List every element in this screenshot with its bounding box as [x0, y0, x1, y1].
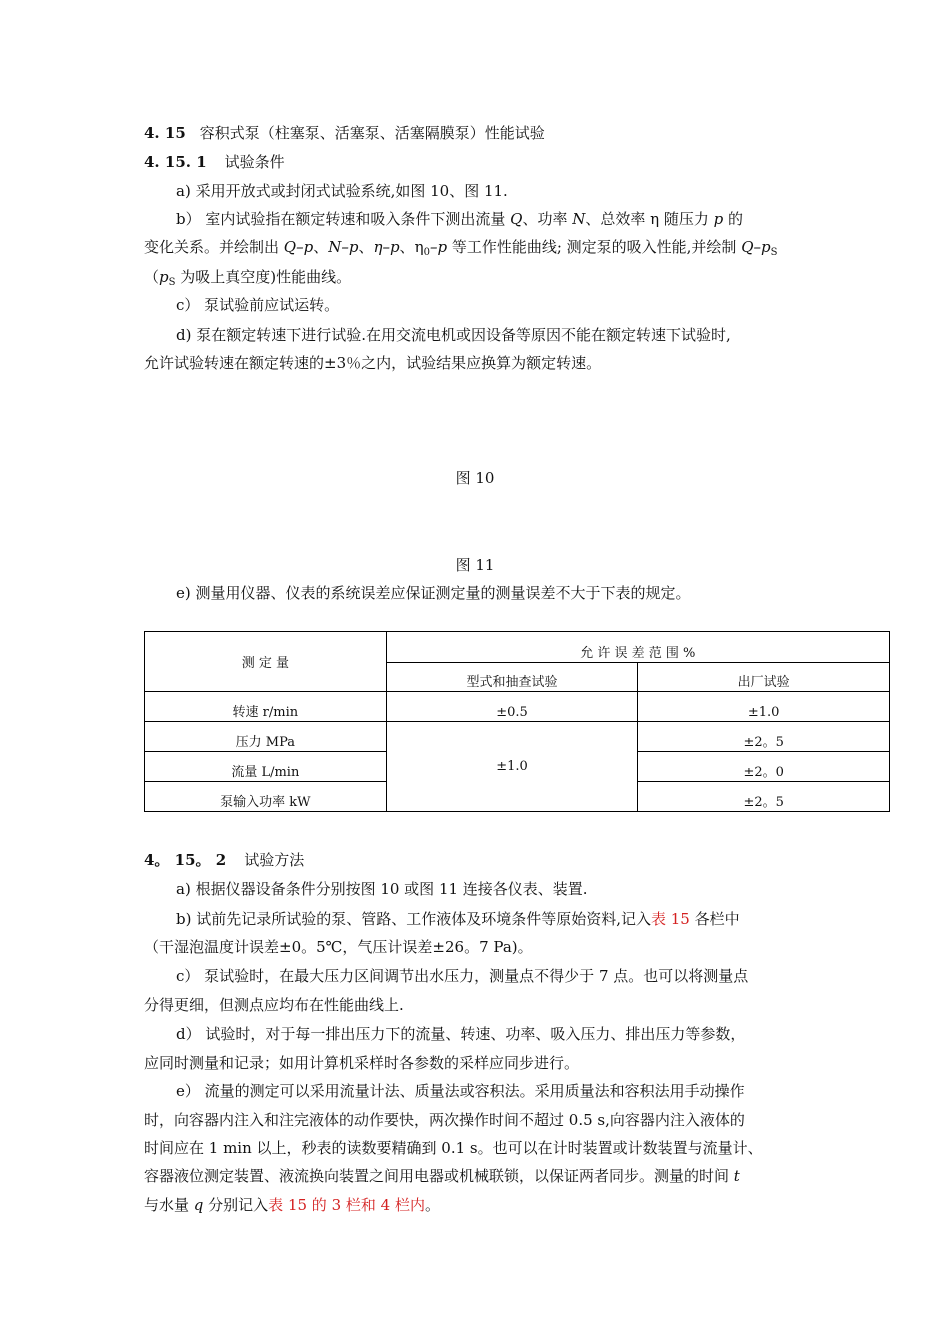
table-row: 压力 MPa ±1.0 ±2。5	[145, 722, 890, 752]
figure-10-caption: 图 10	[455, 469, 495, 487]
header-factory-test: 出厂试验	[638, 663, 890, 692]
condition-d-line2: 允许试验转速在额定转速的±3％之内，试验结果应换算为额定转速。	[144, 354, 602, 372]
table-row: 流量 L/min ±2。0	[145, 752, 890, 782]
condition-d-line1: d) 泵在额定转速下进行试验.在用交流电机或因设备等原因不能在额定转速下试验时,	[176, 326, 731, 344]
section-title: 试验条件	[224, 153, 285, 171]
error-tolerance-table	[144, 631, 890, 812]
condition-b-line2: 变化关系。并绘制出 Q–p、N–p、η–p、$\eta_0-p$ 等工作性能曲线; 测定泵的吸入性能,并绘制 $Q-p_S$	[144, 238, 778, 258]
table-15-link[interactable]: 表 15	[651, 910, 690, 928]
figure-11-caption: 图 11	[455, 556, 495, 574]
section-title: 试验方法	[244, 851, 305, 869]
method-c-line1: c） 泵试验时，在最大压力区间调节出水压力，测量点不得少于 7 点。也可以将测量点	[176, 967, 749, 985]
condition-b-line3: （$p_S$ 为吸上真空度)性能曲线。	[144, 268, 352, 288]
merged-type-value: ±1.0	[386, 722, 638, 812]
section-title: 容积式泵（柱塞泵、活塞泵、活塞隔膜泵）性能试验	[199, 124, 545, 142]
condition-e: e) 测量用仪器、仪表的系统误差应保证测定量的测量误差不大于下表的规定。	[176, 584, 691, 602]
method-b-line2: （干湿泡温度计误差±0。5℃，气压计误差±26。7 Pa)。	[144, 938, 533, 956]
method-a: a) 根据仪器设备条件分别按图 10 或图 11 连接各仪表、装置.	[176, 880, 588, 898]
section-4-15-2-heading	[144, 850, 304, 870]
section-number: 4. 15	[144, 124, 186, 142]
method-d-line1: d） 试验时，对于每一排出压力下的流量、转速、功率、吸入压力、排出压力等参数，	[176, 1025, 746, 1043]
method-b-line1: b) 试前先记录所试验的泵、管路、工作液体及环境条件等原始资料,记入表 15 各栏中	[176, 910, 740, 928]
table-row: 转速 r/min ±0.5 ±1.0	[145, 692, 890, 722]
condition-a: a) 采用开放式或封闭式试验系统,如图 10、图 11.	[176, 182, 508, 200]
condition-b-line1: b） 室内试验指在额定转速和吸入条件下测出流量 Q、功率 N、总效率 η 随压力 p 的	[176, 210, 744, 228]
method-e-line3: 时间应在 1 min 以上，秒表的读数要精确到 0.1 s。也可以在计时装置或计数装置与流量计、	[144, 1139, 763, 1157]
section-number: 4. 15. 1	[144, 153, 207, 171]
condition-c: c） 泵试验前应试运转。	[176, 296, 340, 314]
header-type-test: 型式和抽查试验	[386, 663, 638, 692]
section-number: 4。 15。 2	[144, 851, 227, 869]
table-row: 泵输入功率 kW ±2。5	[145, 782, 890, 812]
header-measure: 测 定 量	[145, 632, 387, 692]
method-d-line2: 应同时测量和记录；如用计算机采样时各参数的采样应同步进行。	[144, 1054, 580, 1072]
section-4-15-1-heading	[144, 152, 285, 172]
method-e-line2: 时，向容器内注入和注完液体的动作要快，两次操作时间不超过 0.5 s,向容器内注入液体的	[144, 1111, 745, 1129]
table-15-columns-link[interactable]: 表 15 的 3 栏和 4 栏内	[268, 1196, 425, 1214]
method-e-line1: e） 流量的测定可以采用流量计法、质量法或容积法。采用质量法和容积法用手动操作	[176, 1082, 745, 1100]
method-e-line5: 与水量 q 分别记入表 15 的 3 栏和 4 栏内。	[144, 1196, 440, 1214]
section-4-15-heading	[144, 123, 545, 143]
method-e-line4: 容器液位测定装置、液流换向装置之间用电器或机械联锁，以保证两者同步。测量的时间 t	[144, 1167, 740, 1185]
header-tolerance: 允 许 误 差 范 围 %	[386, 632, 889, 663]
method-c-line2: 分得更细，但测点应均布在性能曲线上.	[144, 996, 404, 1014]
